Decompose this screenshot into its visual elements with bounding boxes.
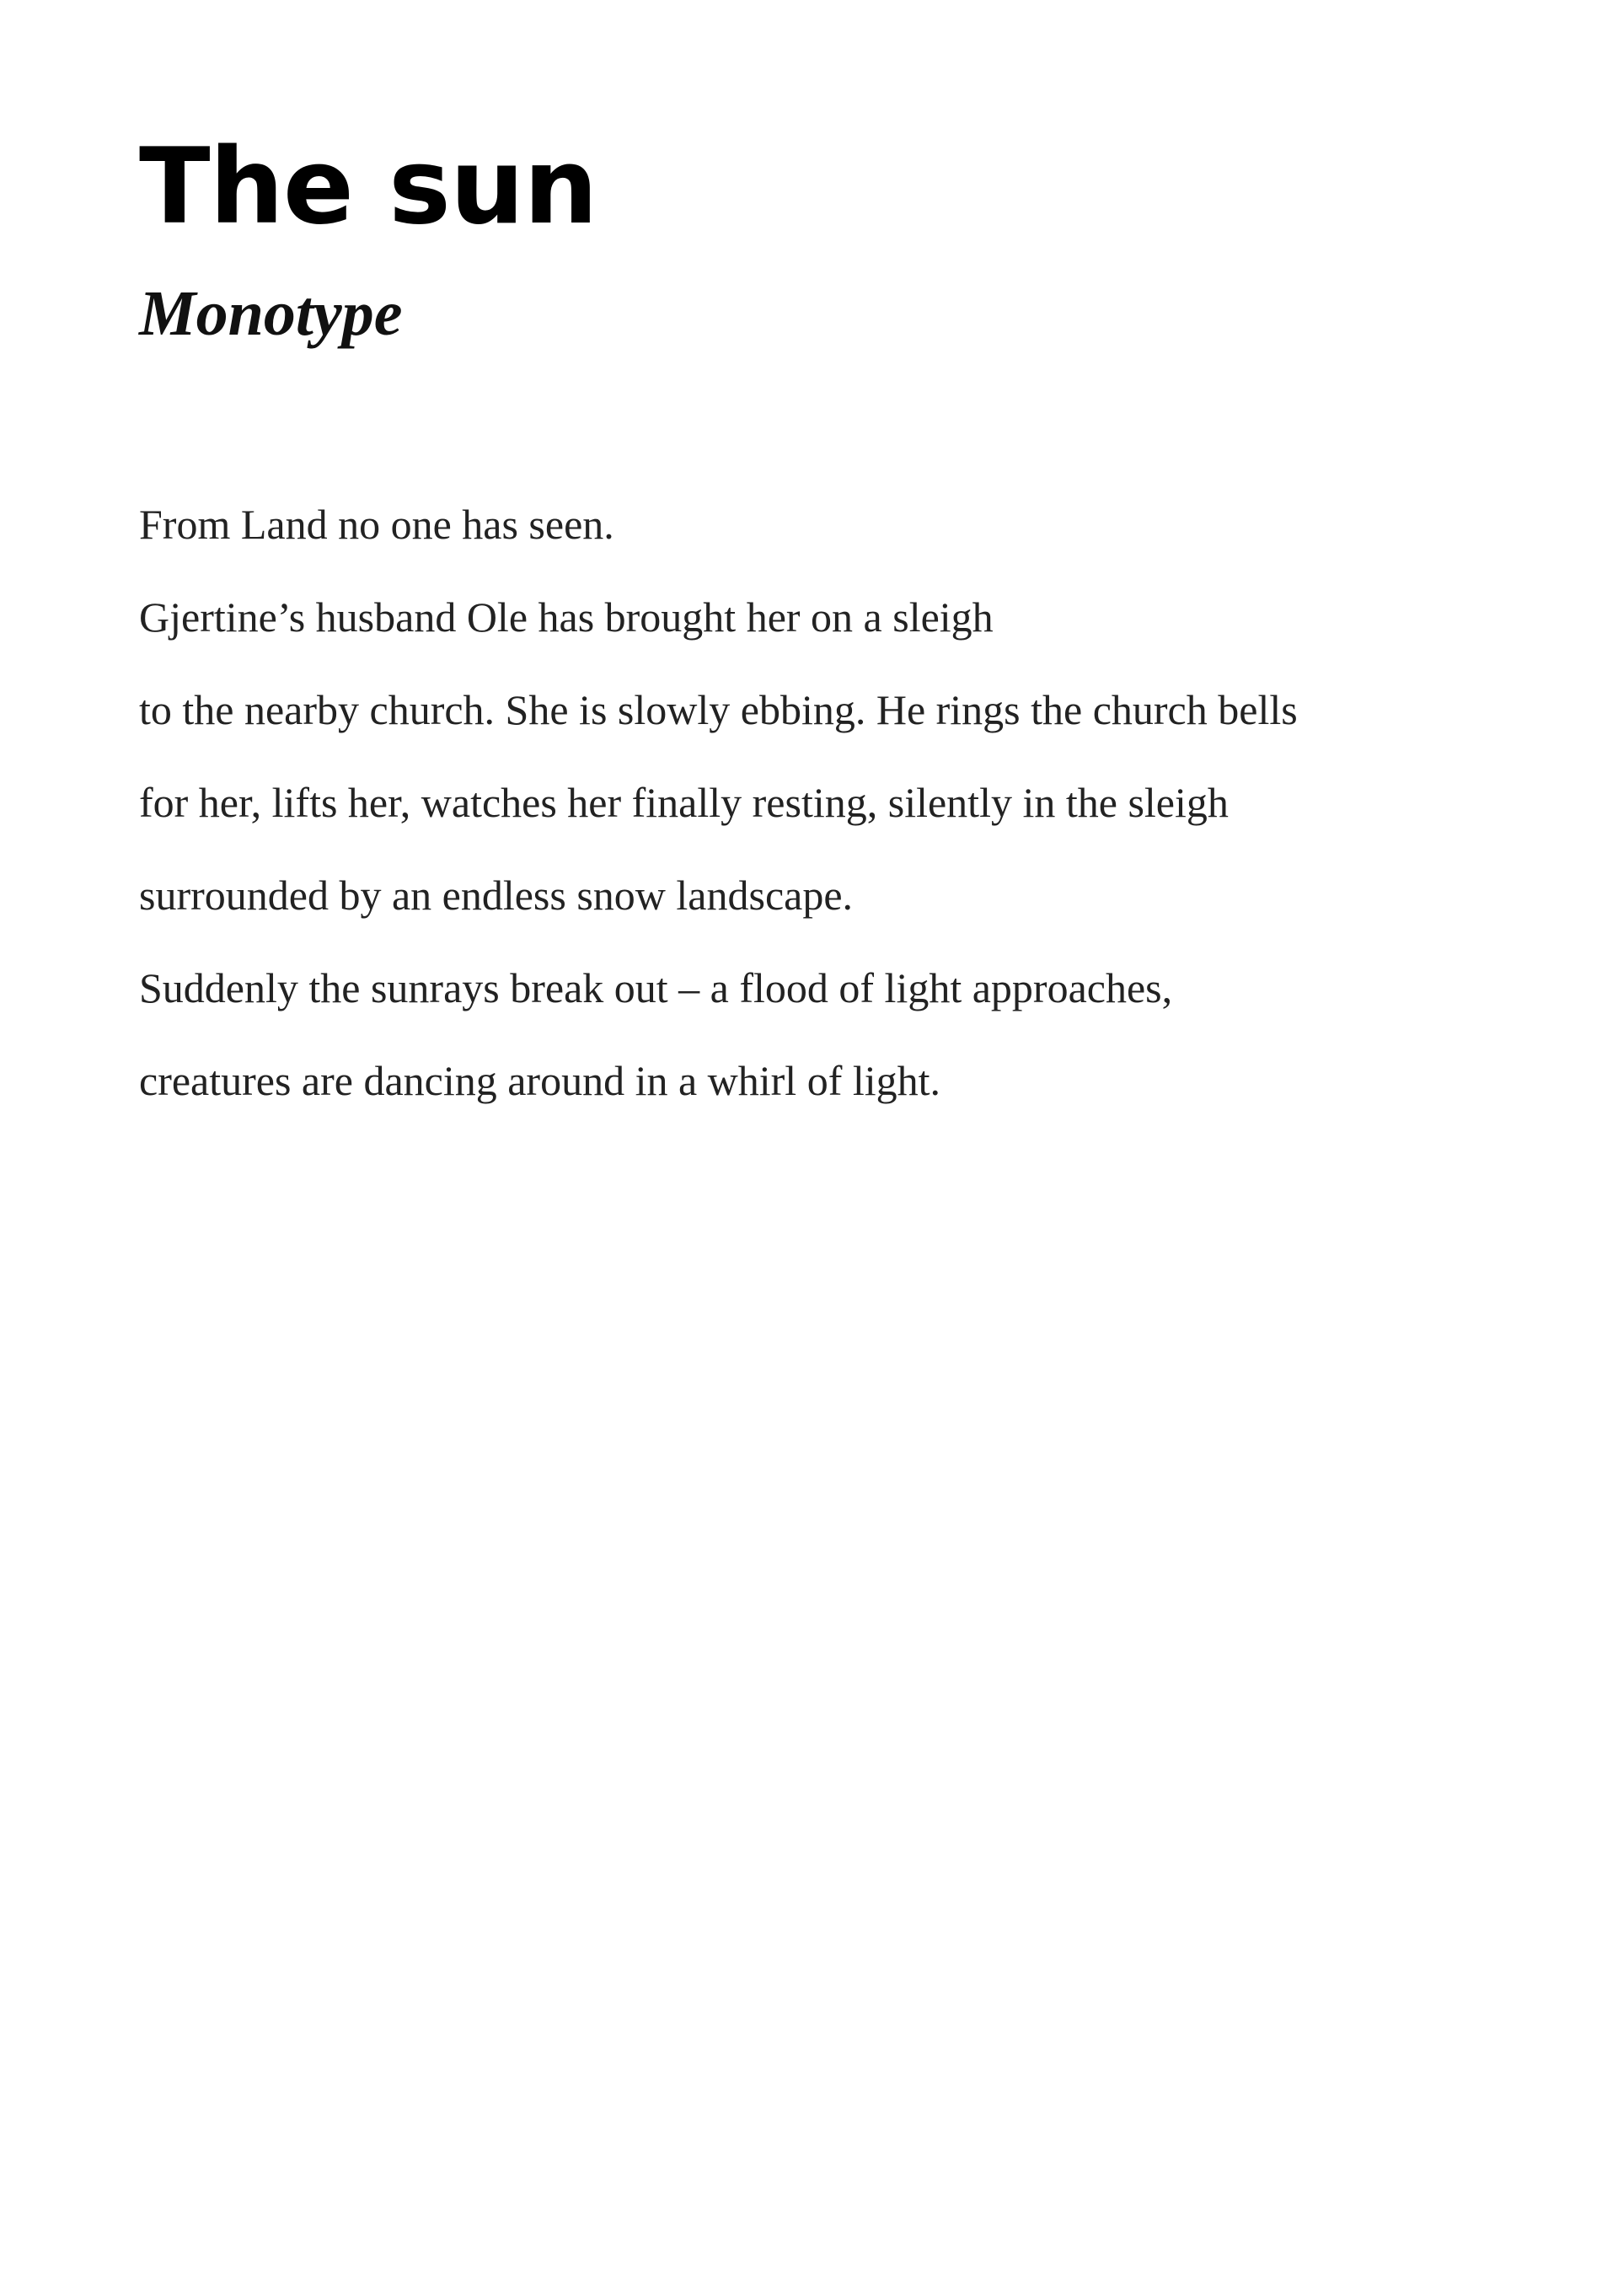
text-line: for her, lifts her, watches her finally resting, silently in the sleigh	[139, 779, 1229, 826]
text-line: surrounded by an endless snow landscape.	[139, 872, 854, 919]
text-line: From Land no one has seen.	[139, 501, 614, 548]
text-line: creatures are dancing around in a whirl of light.	[139, 1057, 941, 1104]
text-line: Gjertine’s husband Ole has brought her on a sleigh	[139, 593, 994, 641]
page-title: The sun	[139, 126, 597, 248]
text-line: Suddenly the sunrays break out – a flood of light approaches,	[139, 964, 1173, 1011]
text-line: to the nearby church. She is slowly ebbing. He rings the church bells	[139, 686, 1298, 733]
body-text	[139, 478, 1487, 1127]
page-subtitle: Monotype	[139, 278, 403, 349]
